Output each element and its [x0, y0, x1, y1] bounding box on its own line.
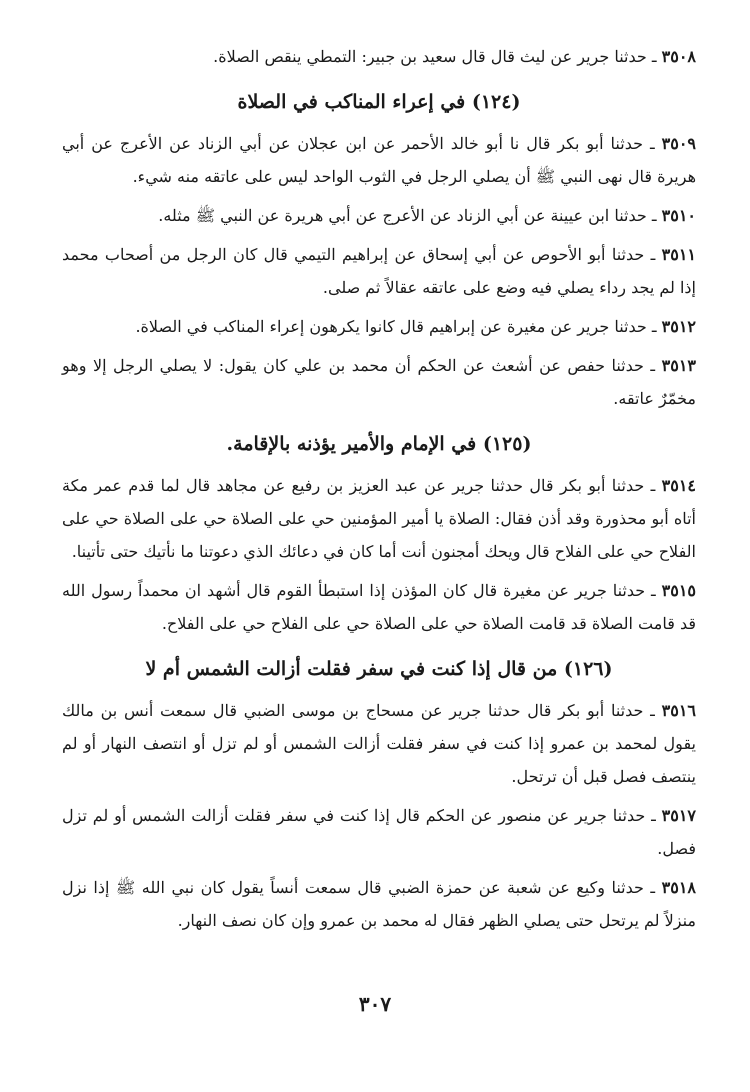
chapter-heading: (١٢٦) من قال إذا كنت في سفر فقلت أزالت الشمس أم لا	[145, 658, 613, 680]
hadith-paragraph	[62, 310, 696, 343]
hadith-paragraph	[62, 574, 696, 640]
page-number: ٣٠٧	[358, 992, 392, 1016]
hadith-number: ٣٥١٣	[661, 356, 696, 375]
hadith-paragraph	[62, 127, 696, 193]
hadith-paragraph	[62, 871, 696, 937]
chapter-heading: (١٢٥) في الإمام والأمير يؤذنه بالإقامة.	[226, 433, 532, 455]
hadith-paragraph	[62, 799, 696, 865]
hadith-number: ٣٥١١	[661, 245, 696, 264]
hadith-paragraph	[62, 238, 696, 304]
hadith-paragraph	[62, 40, 696, 73]
chapter-heading: (١٢٤) في إعراء المناكب في الصلاة	[237, 91, 521, 113]
hadith-text: ـ حدثنا أبو بكر قال نا أبو خالد الأحمر عن ابن عجلان عن أبي الزناد عن الأعرج عن أبي هريرة قال نهى النبي ﷺ أن يصلي الرجل في الثوب الواحد ليس على عاتقه منه شيء.	[62, 134, 696, 186]
hadith-text: ـ حدثنا جرير عن مغيرة قال كان المؤذن إذا استبطأ القوم قال أشهد ان محمداً رسول الله قد قامت الصلاة قد قامت الصلاة حي على الصلاة حي على الفلاح حي على الفلاح.	[62, 581, 696, 633]
hadith-text: ـ حدثنا أبو بكر قال حدثنا جرير عن مسحاج بن موسى الضبي قال سمعت أنس بن مالك يقول لمحمد بن عمرو إذا كنت في سفر فقلت أزالت الشمس أو لم تزل أو انتصف النهار أو لم ينتصف فصل قبل أن ترتحل.	[62, 701, 696, 786]
hadith-paragraph	[62, 199, 696, 232]
hadith-paragraph	[62, 469, 696, 568]
hadith-text: ـ حدثنا أبو بكر قال حدثنا جرير عن عبد العزيز بن رفيع عن مجاهد قال لما قدم عمر مكة أتاه أبو محذورة وقد أذن فقال: الصلاة يا أمير المؤمنين حي على الصلاة حي على الصلاة حي على الفلاح حي على الفلاح قال ويحك أمجنون أنت أما كان في دعائك الذي دعوتنا ما نأتيك حتى تأتينا.	[62, 476, 696, 561]
hadith-number: ٣٥١٧	[661, 806, 696, 825]
hadith-paragraph	[62, 694, 696, 793]
hadith-text: ـ حدثنا ابن عيينة عن أبي الزناد عن الأعرج عن أبي هريرة عن النبي ﷺ مثله.	[158, 206, 662, 225]
hadith-number: ٣٥٠٨	[661, 47, 696, 66]
hadith-number: ٣٥١٠	[661, 206, 696, 225]
hadith-number: ٣٥١٥	[661, 581, 696, 600]
hadith-text: ـ حدثنا جرير عن منصور عن الحكم قال إذا كنت في سفر فقلت أزالت الشمس أو لم تزل فصل.	[62, 806, 696, 858]
hadith-text: ـ حدثنا وكيع عن شعبة عن حمزة الضبي قال سمعت أنساً يقول كان نبي الله ﷺ إذا نزل منزلاً لم يرتحل حتى يصلي الظهر فقال له محمد بن عمرو وإن كان نصف النهار.	[62, 878, 696, 930]
hadith-number: ٣٥٠٩	[661, 134, 696, 153]
hadith-text: ـ حدثنا حفص عن أشعث عن الحكم أن محمد بن علي كان يقول: لا يصلي الرجل إلا وهو مخمّرٌ عاتقه.	[62, 356, 696, 408]
hadith-number: ٣٥١٦	[661, 701, 696, 720]
hadith-number: ٣٥١٤	[661, 476, 697, 495]
hadith-number: ٣٥١٢	[661, 317, 696, 336]
page-body	[62, 40, 696, 943]
hadith-text: ـ حدثنا جرير عن ليث قال قال سعيد بن جبير: التمطي ينقص الصلاة.	[213, 47, 662, 66]
hadith-paragraph	[62, 349, 696, 415]
hadith-text: ـ حدثنا جرير عن مغيرة عن إبراهيم قال كانوا يكرهون إعراء المناكب في الصلاة.	[135, 317, 662, 336]
hadith-number: ٣٥١٨	[661, 878, 696, 897]
hadith-text: ـ حدثنا أبو الأحوص عن أبي إسحاق عن إبراهيم التيمي قال كان الرجل من أصحاب محمد إذا لم يجد رداء يصلي فيه وضع على عاتقه عقالاً ثم صلى.	[62, 245, 696, 297]
